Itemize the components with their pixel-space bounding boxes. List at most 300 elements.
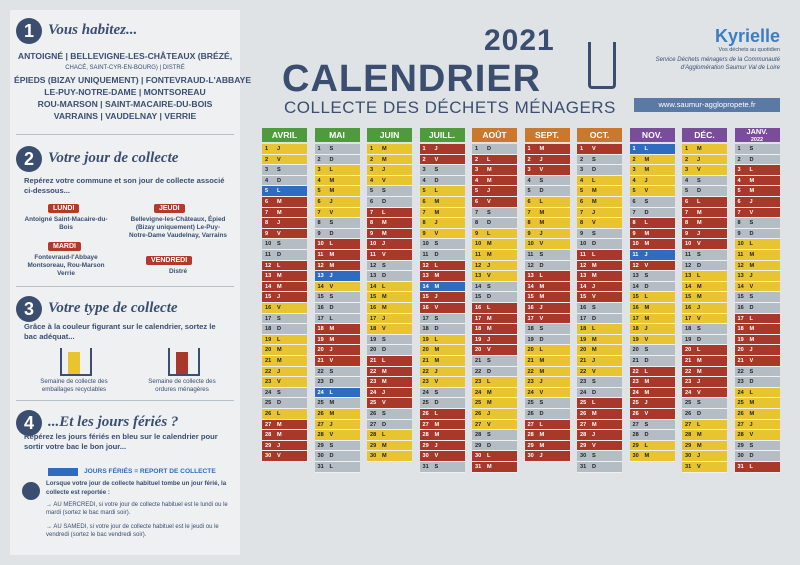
day-cell (577, 271, 622, 282)
day-cell (682, 229, 727, 240)
day-cell (367, 303, 412, 314)
day-cell (367, 176, 412, 187)
month-name: JANV. (746, 127, 768, 136)
day-number: 6 (632, 199, 636, 205)
day-number: 1 (370, 146, 374, 152)
day-cell (420, 345, 465, 356)
day-number: 1 (527, 146, 531, 152)
day-number: 20 (475, 347, 482, 354)
weekday-letter: V (329, 358, 334, 364)
day-cell (682, 197, 727, 208)
day-number: 16 (527, 305, 534, 311)
day-cell (367, 409, 412, 420)
day-number: 22 (265, 368, 272, 375)
day-cell (262, 186, 307, 197)
day-number: 11 (475, 252, 481, 258)
day-cell (315, 356, 360, 367)
day-cell (577, 335, 622, 346)
day-number: 12 (685, 262, 692, 269)
weekday-letter: L (382, 432, 386, 439)
day-number: 23 (475, 379, 482, 386)
towns-lundi: Antoigné Saint-Macaire-du-Bois (24, 216, 108, 231)
day-number: 10 (265, 241, 272, 248)
weekday-letter: S (434, 389, 439, 396)
weekday-letter: M (382, 305, 387, 311)
weekday-letter: L (382, 209, 386, 216)
day-cell (577, 420, 622, 431)
weekday-letter: J (749, 421, 753, 428)
day-number: 26 (632, 411, 639, 417)
weekday-letter: S (644, 347, 649, 354)
weekday-letter: M (749, 336, 755, 343)
day-number: 31 (422, 464, 429, 470)
weekday-letter: S (644, 421, 649, 428)
day-number: 16 (317, 305, 324, 311)
day-cell (525, 420, 570, 431)
day-number: 22 (475, 368, 482, 375)
day-number: 31 (580, 464, 587, 470)
day-cell (420, 367, 465, 378)
weekday-letter: L (434, 188, 438, 195)
day-number: 27 (632, 421, 639, 428)
day-number: 3 (422, 167, 426, 174)
day-number: 21 (370, 358, 377, 364)
day-number: 1 (737, 146, 741, 152)
day-cell (630, 144, 675, 155)
day-cell (315, 430, 360, 441)
weekday-letter: L (749, 464, 753, 470)
day-number: 6 (580, 199, 584, 205)
weekday-letter: M (697, 368, 702, 375)
day-number: 23 (422, 379, 429, 386)
weekday-letter: M (592, 411, 597, 417)
weekday-letter: V (277, 230, 281, 237)
day-cell (315, 303, 360, 314)
day-cell (630, 367, 675, 378)
day-number: 21 (317, 358, 324, 364)
day-cell (630, 250, 675, 261)
day-cell (630, 314, 675, 325)
day-number: 21 (685, 358, 692, 364)
day-cell (682, 282, 727, 293)
day-number: 6 (317, 199, 321, 205)
day-number: 29 (737, 442, 744, 449)
day-number: 9 (317, 230, 321, 237)
day-cell (367, 271, 412, 282)
day-cell (525, 197, 570, 208)
day-number: 16 (685, 305, 692, 311)
day-cell (525, 208, 570, 219)
weekday-letter: J (592, 209, 596, 216)
day-cell (735, 250, 780, 261)
day-cell (262, 409, 307, 420)
day-number: 3 (632, 167, 636, 174)
day-cell (577, 250, 622, 261)
day-cell (420, 208, 465, 219)
day-cell (367, 441, 412, 452)
day-cell (472, 377, 517, 388)
weekday-letter: M (382, 453, 387, 460)
day-cell (735, 324, 780, 335)
weekday-letter: J (644, 400, 648, 407)
day-number: 26 (475, 411, 482, 417)
day-number: 5 (527, 188, 531, 195)
day-cell (367, 218, 412, 229)
day-cell (420, 324, 465, 335)
day-cell (367, 261, 412, 272)
day-cell (315, 409, 360, 420)
weekday-letter: V (487, 347, 491, 354)
day-cell (682, 409, 727, 420)
day-number: 20 (370, 347, 377, 354)
day-number: 29 (685, 442, 692, 449)
weekday-letter: J (749, 347, 753, 354)
weekday-letter: D (697, 411, 702, 417)
day-number: 20 (737, 347, 744, 354)
day-cell (472, 335, 517, 346)
day-cell (630, 420, 675, 431)
day-number: 21 (737, 358, 744, 364)
day-number: 28 (475, 432, 482, 439)
day-cell (262, 229, 307, 240)
day-cell (420, 155, 465, 166)
day-number: 10 (685, 241, 692, 248)
day-cell (682, 335, 727, 346)
day-cell (472, 420, 517, 431)
day-cell (735, 398, 780, 409)
day-cell (577, 292, 622, 303)
day-cell (630, 303, 675, 314)
day-number: 7 (737, 209, 741, 216)
day-cell (420, 335, 465, 346)
day-cell (630, 377, 675, 388)
day-cell (315, 144, 360, 155)
day-cell (630, 271, 675, 282)
day-cell (735, 197, 780, 208)
weekday-letter: V (277, 379, 281, 386)
day-cell (367, 229, 412, 240)
page-title: CALENDRIER (282, 58, 542, 100)
day-number: 19 (317, 336, 324, 343)
day-cell (682, 462, 727, 473)
day-number: 11 (737, 252, 744, 258)
day-number: 15 (265, 294, 272, 301)
notice-1: → AU MERCREDI, si votre jour de collecte habituel est le lundi ou le mardi (sortez le bac mardi soir). (46, 502, 228, 516)
day-number: 17 (685, 315, 692, 322)
day-number: 29 (527, 442, 534, 449)
weekday-letter: J (434, 442, 438, 449)
day-cell (630, 441, 675, 452)
weekday-letter: D (434, 326, 439, 333)
weekday-letter: L (277, 262, 281, 269)
day-number: 23 (370, 379, 377, 386)
day-number: 10 (527, 241, 534, 248)
weekday-letter: S (487, 283, 491, 290)
day-cell (420, 356, 465, 367)
weekday-letter: D (329, 453, 334, 460)
step-number-3: 3 (16, 296, 42, 322)
weekday-letter: V (434, 230, 439, 237)
weekday-letter: L (329, 315, 333, 322)
day-number: 10 (422, 241, 429, 248)
weekday-letter: J (434, 220, 438, 227)
weekday-letter: S (434, 315, 439, 322)
weekday-letter: V (644, 262, 649, 269)
notice-head: Lorsque votre jour de collecte habituel tombe un jour férié, la collecte est reportée : (46, 480, 227, 496)
day-cell (420, 441, 465, 452)
weekday-letter: S (539, 177, 544, 184)
day-cell (367, 165, 412, 176)
day-cell (577, 324, 622, 335)
weekday-letter: L (644, 442, 648, 449)
weekday-letter: V (277, 305, 281, 311)
day-number: 25 (317, 400, 324, 407)
day-number: 1 (475, 146, 479, 152)
day-number: 8 (632, 220, 636, 227)
day-number: 4 (317, 177, 321, 184)
weekday-letter: D (487, 294, 492, 301)
weekday-letter: J (382, 241, 386, 248)
day-cell (472, 186, 517, 197)
weekday-letter: V (329, 209, 334, 216)
weekday-letter: M (644, 389, 650, 396)
day-cell (577, 462, 622, 473)
day-number: 17 (317, 315, 324, 322)
day-number: 6 (265, 199, 269, 205)
day-number: 31 (317, 464, 324, 470)
weekday-letter: M (697, 283, 702, 290)
day-cell (367, 420, 412, 431)
day-number: 18 (632, 326, 639, 333)
weekday-letter: D (644, 209, 649, 216)
weekday-letter: D (277, 326, 282, 333)
day-cell (420, 271, 465, 282)
day-number: 29 (422, 442, 429, 449)
day-number: 11 (632, 252, 639, 258)
day-number: 14 (475, 283, 482, 290)
weekday-letter: M (434, 283, 440, 290)
weekday-letter: S (539, 252, 544, 258)
weekday-letter: M (592, 262, 597, 269)
day-number: 8 (737, 220, 741, 227)
day-number: 9 (265, 230, 269, 237)
months-grid (262, 128, 790, 552)
day-cell (315, 197, 360, 208)
weekday-letter: M (697, 146, 702, 152)
day-number: 3 (527, 167, 531, 174)
weekday-letter: D (749, 379, 754, 386)
day-number: 29 (317, 442, 324, 449)
day-cell (420, 430, 465, 441)
day-cell (262, 377, 307, 388)
weekday-letter: M (592, 421, 597, 428)
day-cell (525, 176, 570, 187)
day-cell (735, 356, 780, 367)
weekday-letter: S (644, 273, 649, 280)
day-number: 5 (685, 188, 689, 195)
day-cell (315, 345, 360, 356)
weekday-letter: J (644, 252, 648, 258)
weekday-letter: M (749, 177, 755, 184)
day-cell (630, 208, 675, 219)
day-cell (735, 239, 780, 250)
day-cell (420, 218, 465, 229)
weekday-letter: D (592, 241, 597, 248)
weekday-letter: V (749, 209, 754, 216)
day-number: 25 (422, 400, 429, 407)
day-cell (367, 356, 412, 367)
weekday-letter: V (697, 241, 701, 248)
day-cell (630, 165, 675, 176)
day-cell (630, 388, 675, 399)
weekday-letter: M (329, 262, 335, 269)
day-cell (630, 239, 675, 250)
day-number: 14 (580, 283, 587, 290)
weekday-letter: L (382, 358, 386, 364)
day-cell (525, 250, 570, 261)
weekday-letter: J (382, 315, 386, 322)
day-number: 1 (580, 146, 584, 152)
day-cell (525, 356, 570, 367)
day-number: 14 (317, 283, 324, 290)
day-number: 16 (265, 305, 272, 311)
day-cell (315, 271, 360, 282)
day-cell (367, 430, 412, 441)
weekday-letter: D (644, 283, 649, 290)
weekday-letter: M (434, 421, 440, 428)
day-number: 12 (527, 262, 534, 269)
weekday-letter: D (382, 199, 387, 205)
day-number: 25 (265, 400, 272, 407)
weekday-letter: V (329, 283, 334, 290)
day-cell (315, 324, 360, 335)
day-cell (577, 367, 622, 378)
weekday-letter: J (382, 389, 386, 396)
weekday-letter: D (697, 336, 702, 343)
weekday-letter: J (382, 167, 386, 174)
day-cell (682, 271, 727, 282)
website-url[interactable]: www.saumur-agglopropete.fr (634, 98, 780, 112)
day-number: 23 (580, 379, 587, 386)
day-cell (367, 144, 412, 155)
weekday-letter: L (644, 146, 648, 152)
weekday-letter: D (592, 167, 597, 174)
day-cell (262, 271, 307, 282)
day-cell (420, 229, 465, 240)
day-cell (472, 324, 517, 335)
weekday-letter: L (697, 273, 701, 280)
day-number: 12 (317, 262, 324, 269)
day-number: 7 (632, 209, 636, 216)
day-number: 15 (737, 294, 744, 301)
day-cell (262, 144, 307, 155)
weekday-letter: D (382, 421, 387, 428)
weekday-letter: M (749, 400, 755, 407)
day-number: 9 (370, 230, 374, 237)
day-number: 27 (422, 421, 429, 428)
day-cell (735, 409, 780, 420)
day-cell (472, 388, 517, 399)
weekday-letter: V (382, 326, 386, 333)
day-number: 29 (475, 442, 482, 449)
day-number: 7 (265, 209, 269, 216)
yellow-bin-label: Semaine de collecte des emballages recyclables (40, 378, 108, 393)
day-cell (315, 186, 360, 197)
weekday-letter: J (434, 146, 438, 152)
day-cell (315, 218, 360, 229)
weekday-letter: D (539, 411, 544, 417)
day-number: 26 (737, 411, 744, 417)
day-number: 11 (265, 252, 271, 258)
weekday-letter: M (329, 326, 335, 333)
day-cell (525, 345, 570, 356)
weekday-letter: M (487, 400, 492, 407)
weekday-letter: L (487, 305, 491, 311)
weekday-letter: V (697, 389, 701, 396)
weekday-letter: S (749, 368, 754, 375)
weekday-letter: M (749, 411, 755, 417)
day-number: 16 (580, 305, 587, 311)
weekday-letter: V (592, 442, 596, 449)
day-cell (630, 430, 675, 441)
section-3-title: Votre type de collecte (48, 300, 178, 316)
weekday-letter: J (539, 156, 543, 163)
day-number: 17 (737, 315, 744, 322)
day-number: 27 (370, 421, 377, 428)
weekday-letter: J (277, 220, 281, 227)
weekday-letter: M (382, 220, 387, 227)
day-cell (735, 451, 780, 462)
day-cell (682, 345, 727, 356)
day-cell (315, 398, 360, 409)
day-number: 11 (527, 252, 534, 258)
weekday-letter: S (434, 241, 439, 248)
day-cell (420, 420, 465, 431)
weekday-letter: L (644, 294, 648, 301)
day-number: 25 (475, 400, 482, 407)
day-cell (367, 388, 412, 399)
day-cell (420, 409, 465, 420)
day-number: 28 (370, 432, 377, 439)
weekday-letter: M (487, 315, 492, 322)
day-cell (367, 250, 412, 261)
day-cell (315, 420, 360, 431)
day-number: 15 (475, 294, 482, 301)
weekday-letter: S (487, 358, 491, 364)
day-number: 27 (317, 421, 324, 428)
weekday-letter: M (539, 368, 545, 375)
weekday-letter: M (749, 252, 755, 258)
day-cell (735, 282, 780, 293)
day-number: 16 (737, 305, 744, 311)
weekday-letter: L (592, 252, 596, 258)
day-number: 18 (580, 326, 587, 333)
day-number: 18 (475, 326, 482, 333)
month-header: MAI (315, 128, 360, 142)
weekday-letter: L (487, 379, 491, 386)
weekday-letter: D (749, 230, 754, 237)
day-cell (262, 282, 307, 293)
weekday-letter: M (434, 432, 440, 439)
day-cell (262, 420, 307, 431)
weekday-letter: M (277, 199, 282, 205)
day-number: 2 (527, 156, 531, 163)
day-cell (525, 430, 570, 441)
day-cell (525, 282, 570, 293)
day-cell (735, 377, 780, 388)
day-cell (262, 176, 307, 187)
weekday-letter: J (592, 283, 596, 290)
